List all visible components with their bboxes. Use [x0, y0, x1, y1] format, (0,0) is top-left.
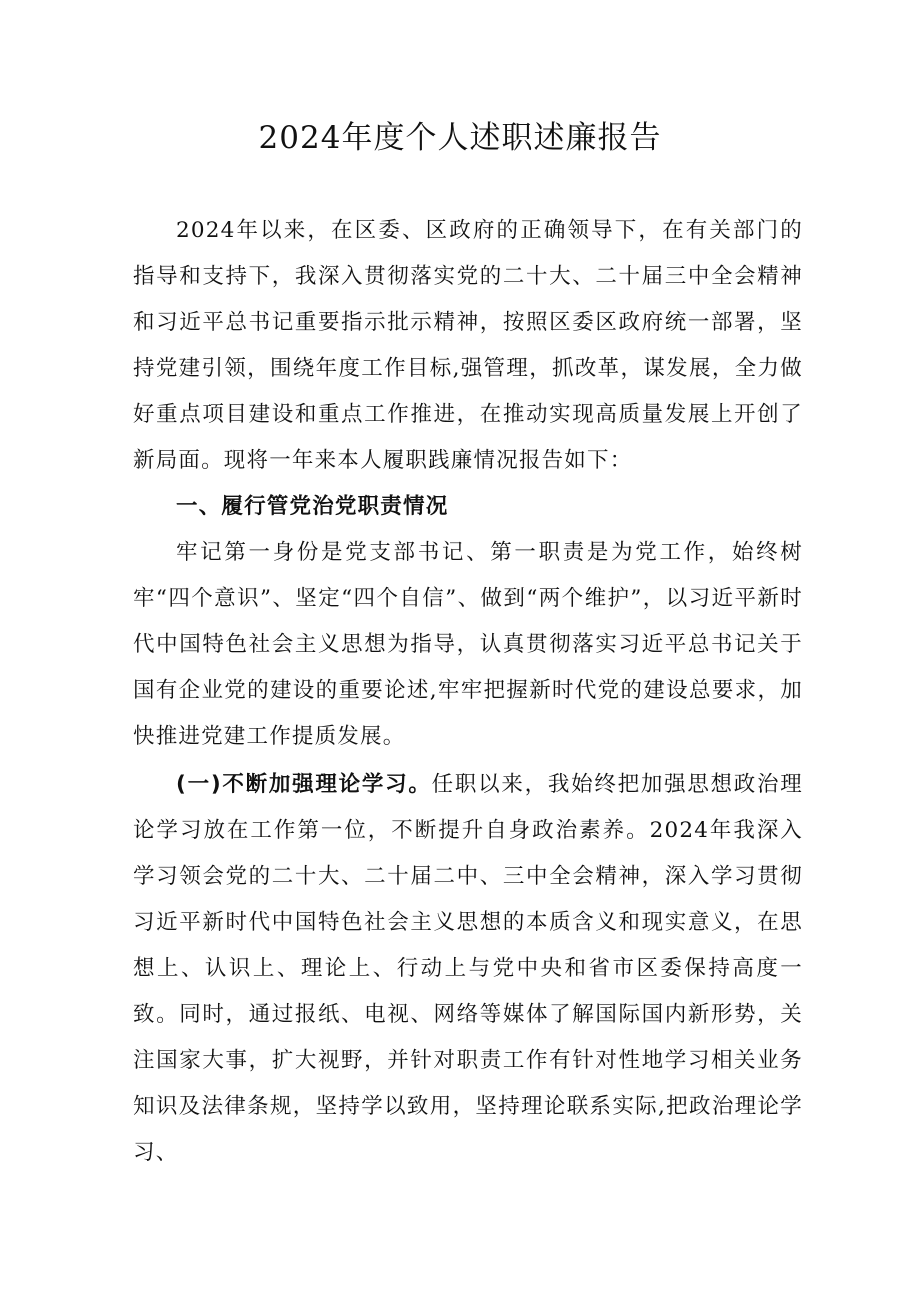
section-1-paragraph: 牢记第一身份是党支部书记、第一职责是为党工作，始终树牢“四个意识”、坚定“四个自信”、做到“两个维护”，以习近平新时代中国特色社会主义思想为指导，认真贯彻落实习近平总书记关于国有企业党的建设的重要论述,牢牢把握新时代党的建设总要求，加快推进党建工作提质发展。: [133, 540, 803, 749]
intro-paragraph: 2024年以来，在区委、区政府的正确领导下，在有关部门的指导和支持下，我深入贯彻落实党的二十大、二十届三中全会精神和习近平总书记重要指示批示精神，按照区委区政府统一部署，坚持党建引领，围绕年度工作目标,强管理，抓改革，谋发展，全力做好重点项目建设和重点工作推进，在推动实现高质量发展上开创了新局面。现将一年来本人履职践廉情况报告如下：: [133, 218, 803, 473]
section-heading-1: 一、履行管党治党职责情况: [176, 494, 449, 519]
document-body: [133, 208, 803, 1176]
document-title: 2024年度个人述职述廉报告: [258, 120, 662, 156]
subsection-1-text: 任职以来，我始终把加强思想政治理论学习放在工作第一位，不断提升自身政治素养。2024年我深入学习领会党的二十大、二十届二中、三中全会精神，深入学习贯彻习近平新时代中国特色社会主义思想的本质含义和现实意义，在思想上、认识上、理论上、行动上与党中央和省市区委保持高度一致。同时，通过报纸、电视、网络等媒体了解国际国内新形势，关注国家大事，扩大视野，并针对职责工作有针对性地学习相关业务知识及法律条规，坚持学以致用，坚持理论联系实际,把政治理论学习、: [133, 772, 803, 1165]
subsection-heading-1: (一)不断加强理论学习。: [176, 772, 432, 797]
subsection-1-paragraph: [133, 762, 803, 1176]
